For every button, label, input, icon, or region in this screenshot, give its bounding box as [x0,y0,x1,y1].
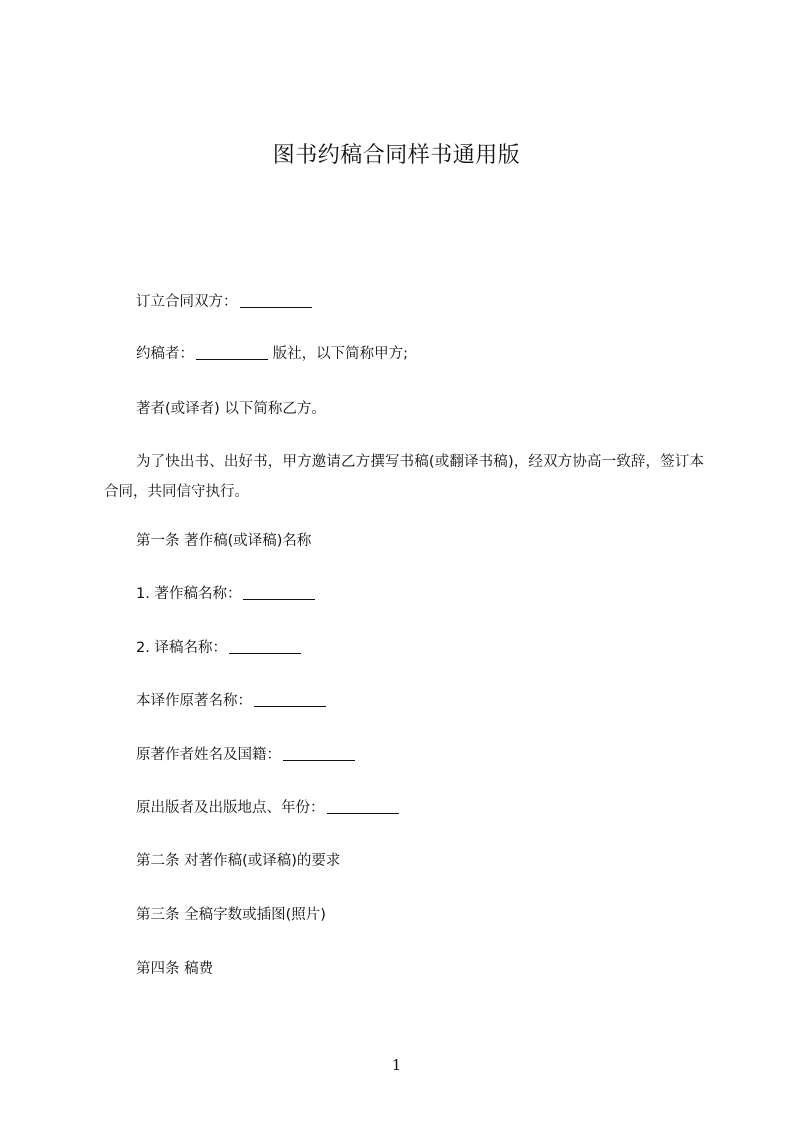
intro-paragraph: 为了快出书、出好书，甲方邀请乙方撰写书稿(或翻译书稿)，经双方协高一致辞，签订本合同，共同信守执行。 [104,454,704,500]
item1-blank[interactable] [243,585,315,600]
original-publisher-label: 原出版者及出版地点、年份： [136,800,325,816]
article2-heading: 第二条 对著作稿(或译稿)的要求 [136,853,341,869]
page-number: 1 [391,1056,402,1074]
commissioner-blank[interactable] [196,345,268,360]
commissioner-line [136,344,408,364]
author-line: 著者(或译者) 以下简称乙方。 [136,401,326,417]
document-title: 图书约稿合同样书通用版 [272,143,521,168]
article1-heading: 第一条 著作稿(或译稿)名称 [136,533,312,549]
item1-line [136,584,315,604]
item2-line [136,638,301,658]
original-author-blank[interactable] [283,746,355,761]
item1-label: 1. 著作稿名称： [136,586,242,602]
parties-line [136,292,312,312]
original-name-line [136,691,326,711]
article4-heading: 第四条 稿费 [136,961,214,977]
parties-blank[interactable] [240,293,312,308]
original-author-line [136,745,355,765]
original-name-blank[interactable] [254,692,326,707]
original-author-label: 原著作者姓名及国籍： [136,747,281,763]
parties-label: 订立合同双方： [136,294,238,310]
article3-heading: 第三条 全稿字数或插图(照片) [136,907,326,923]
commissioner-suffix: 版社，以下简称甲方; [272,346,408,362]
original-publisher-line [136,798,399,818]
commissioner-label: 约稿者： [136,346,194,362]
original-name-label: 本译作原著名称： [136,693,252,709]
original-publisher-blank[interactable] [327,799,399,814]
item2-label: 2. 译稿名称： [136,640,227,656]
item2-blank[interactable] [229,639,301,654]
